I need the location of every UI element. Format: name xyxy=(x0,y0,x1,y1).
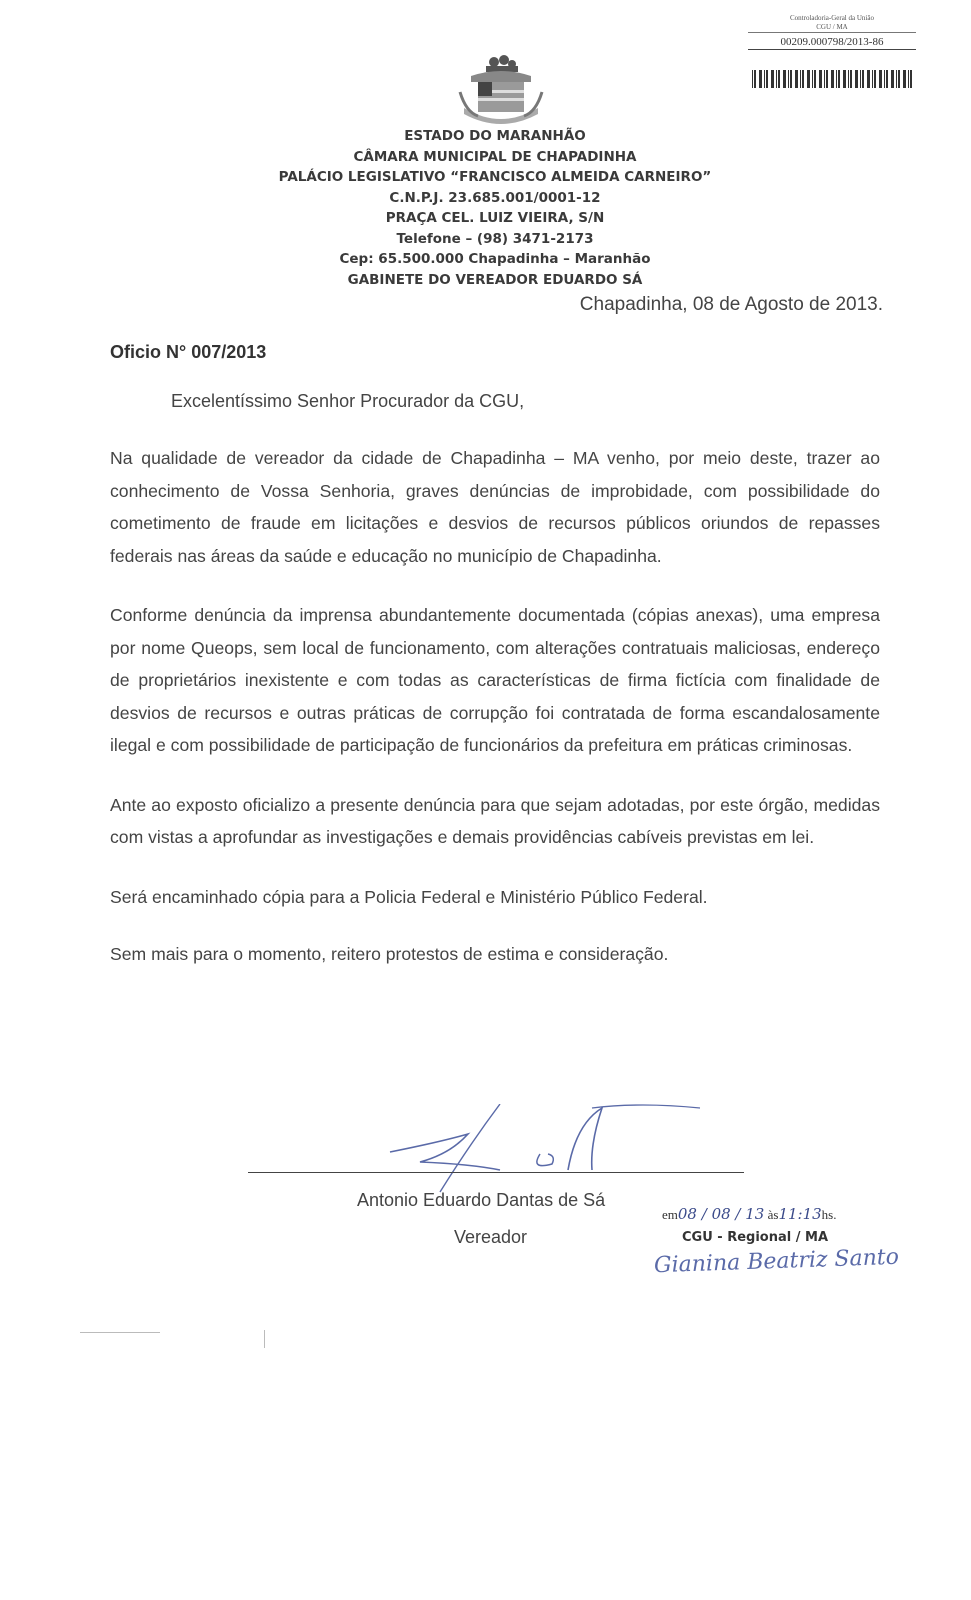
receipt-time: 11:13 xyxy=(778,1205,822,1223)
signatory-role: Vereador xyxy=(454,1227,528,1247)
barcode-bar xyxy=(771,70,774,88)
barcode-bar xyxy=(862,70,864,88)
barcode-bar xyxy=(874,70,876,88)
barcode-bar xyxy=(843,70,846,88)
paragraph: Na qualidade de vereador da cidade de Chapadinha – MA venho, por meio deste, trazer ao conhecimento de Vossa Senhoria, graves denúncias de improbidade, com possibilidade do cometimento de fraude em licitações e desvios de recursos públicos oriundos de repasses federais nas áreas da saúde e educação no município de Chapadinha. xyxy=(110,448,880,566)
barcode-bar xyxy=(752,70,753,88)
header-state: ESTADO DO MARANHÃO xyxy=(404,128,586,144)
barcode-bar xyxy=(908,70,909,88)
scan-mark xyxy=(264,1330,265,1348)
barcode-bar xyxy=(788,70,789,88)
receiver-signature: Gianina Beatriz Santo xyxy=(653,1244,900,1279)
stamp-unit: CGU / MA xyxy=(748,23,916,33)
barcode-bar xyxy=(812,70,813,88)
coat-of-arms-icon xyxy=(456,52,546,126)
letter-date: Chapadinha, 08 de Agosto de 2013. xyxy=(579,294,883,315)
barcode-bar xyxy=(795,70,798,88)
barcode-bar xyxy=(879,70,882,88)
barcode-bar xyxy=(800,70,801,88)
barcode-bar xyxy=(850,70,852,88)
barcode xyxy=(748,68,916,90)
paragraph: Ante ao exposto oficializo a presente denúncia para que sejam adotadas, por este órgão, medidas com vistas a aprofundar as investigações e demais providências cabíveis previstas em lei. xyxy=(110,794,880,847)
barcode-bar xyxy=(898,70,900,88)
barcode-bar xyxy=(884,70,885,88)
barcode-bar xyxy=(872,70,873,88)
barcode-bar xyxy=(867,70,870,88)
receipt-suffix: hs. xyxy=(821,1207,837,1222)
barcode-bar xyxy=(814,70,816,88)
barcode-bar xyxy=(831,70,834,88)
barcode-bar xyxy=(826,70,828,88)
barcode-bar xyxy=(903,70,906,88)
barcode-bar xyxy=(766,70,768,88)
signatory-name: Antonio Eduardo Dantas de Sá xyxy=(357,1190,606,1210)
barcode-bar xyxy=(764,70,765,88)
barcode-bar xyxy=(896,70,897,88)
signature-line xyxy=(248,1172,744,1173)
barcode-bar xyxy=(848,70,849,88)
barcode-bar xyxy=(759,70,762,88)
handwritten-signature xyxy=(380,1104,710,1194)
barcode-bar xyxy=(838,70,840,88)
letter-greeting: Excelentíssimo Senhor Procurador da CGU, xyxy=(171,391,525,411)
letterhead xyxy=(200,126,790,290)
letter-body xyxy=(110,442,880,971)
barcode-bar xyxy=(891,70,894,88)
protocol-number: 00209.000798/2013-86 xyxy=(748,35,916,50)
receipt-datetime xyxy=(662,1205,836,1223)
barcode-bar xyxy=(824,70,825,88)
barcode-bar xyxy=(783,70,786,88)
header-palace: PALÁCIO LEGISLATIVO “FRANCISCO ALMEIDA CARNEIRO” xyxy=(278,169,712,185)
receipt-time-prefix: às xyxy=(767,1207,779,1222)
header-cep: Cep: 65.500.000 Chapadinha – Maranhão xyxy=(339,251,651,267)
header-cnpj: C.N.P.J. 23.685.001/0001-12 xyxy=(389,189,601,206)
barcode-bar xyxy=(754,70,756,88)
header-chamber: CÂMARA MUNICIPAL DE CHAPADINHA xyxy=(353,148,637,165)
barcode-bar xyxy=(778,70,780,88)
barcode-bar xyxy=(776,70,777,88)
barcode-bar xyxy=(910,70,912,88)
barcode-bar xyxy=(886,70,888,88)
barcode-bar xyxy=(802,70,804,88)
barcode-bar xyxy=(860,70,861,88)
barcode-bar xyxy=(836,70,837,88)
paragraph: Será encaminhado cópia para a Policia Federal e Ministério Público Federal. xyxy=(110,886,708,907)
receipt-date: 08 / 08 / 13 xyxy=(677,1205,765,1223)
receipt-prefix: em xyxy=(662,1207,678,1222)
barcode-bar xyxy=(819,70,822,88)
barcode-bar xyxy=(807,70,810,88)
stamp-agency: Controladoria-Geral da União xyxy=(790,14,874,22)
letter-reference: Oficio N° 007/2013 xyxy=(110,342,267,362)
receipt-stamp xyxy=(653,1205,922,1295)
header-phone: Telefone – (98) 3471-2173 xyxy=(396,230,594,247)
barcode-bar xyxy=(790,70,792,88)
paragraph: Conforme denúncia da imprensa abundantemente documentada (cópias anexas), uma empresa por nome Queops, sem local de funcionamento, com alterações contratuais maliciosas, endereço de proprietários inexistente e com todas as características de firma fictícia com finalidade de desvios de recursos e outras práticas de corrupção foi contratada de forma escandalosamente ilegal e com possibilidade de participação de funcionários da prefeitura em práticas criminosas. xyxy=(110,605,880,755)
barcode-bar xyxy=(855,70,858,88)
protocol-stamp xyxy=(748,14,916,50)
scan-mark xyxy=(80,1332,160,1333)
receipt-org: CGU - Regional / MA xyxy=(682,1230,829,1245)
paragraph: Sem mais para o momento, reitero protestos de estima e consideração. xyxy=(110,944,669,964)
header-office: GABINETE DO VEREADOR EDUARDO SÁ xyxy=(347,271,643,288)
header-address: PRAÇA CEL. LUIZ VIEIRA, S/N xyxy=(385,210,605,226)
